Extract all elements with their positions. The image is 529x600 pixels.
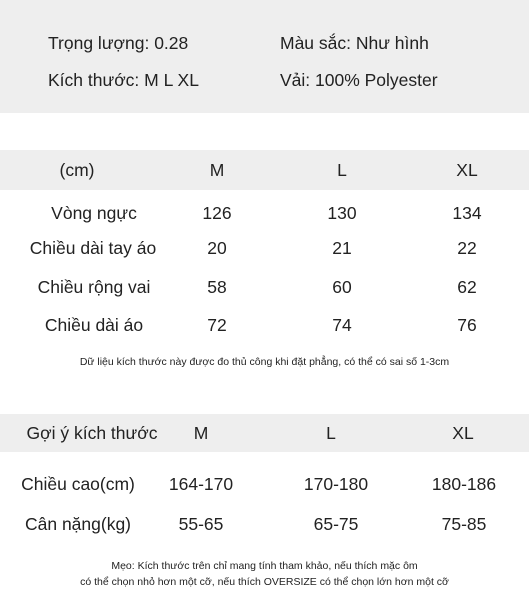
product-specs-panel bbox=[0, 0, 529, 113]
size-m-header: M bbox=[209, 160, 225, 180]
size-tip-line-1: Mẹo: Kích thước trên chỉ mang tính tham khảo, nếu thích mặc ôm bbox=[111, 560, 418, 572]
row-label: Vòng ngực bbox=[51, 203, 137, 223]
value-l: 65-75 bbox=[313, 514, 359, 534]
value-l: 60 bbox=[332, 277, 352, 297]
color-spec: Màu sắc: Như hình bbox=[280, 33, 429, 53]
value-m: 55-65 bbox=[178, 514, 224, 534]
row-label: Cân nặng(kg) bbox=[24, 514, 132, 534]
measure-table-header bbox=[0, 150, 529, 190]
size-xl-header: XL bbox=[456, 160, 478, 180]
value-xl: 180-186 bbox=[431, 474, 497, 494]
value-m: 72 bbox=[207, 315, 227, 335]
weight-spec: Trọng lượng: 0.28 bbox=[48, 33, 189, 53]
value-xl: 76 bbox=[457, 315, 477, 335]
sizes-spec: Kích thước: M L XL bbox=[48, 70, 199, 90]
value-m: 58 bbox=[207, 277, 227, 297]
size-l-header: L bbox=[337, 160, 347, 180]
size-guide-title: Gợi ý kích thước bbox=[26, 423, 158, 443]
size-guide-header bbox=[0, 414, 529, 452]
size-xl-header: XL bbox=[452, 423, 474, 443]
value-xl: 22 bbox=[457, 238, 477, 258]
value-l: 21 bbox=[332, 238, 352, 258]
fabric-spec: Vải: 100% Polyester bbox=[280, 70, 438, 90]
size-tip-line-2: có thể chọn nhỏ hơn một cỡ, nếu thích OVERSIZE có thể chọn lớn hơn một cỡ bbox=[80, 576, 449, 588]
value-xl: 134 bbox=[452, 203, 482, 223]
value-l: 130 bbox=[327, 203, 357, 223]
value-m: 20 bbox=[207, 238, 227, 258]
row-label: Chiều dài tay áo bbox=[29, 238, 157, 258]
row-label: Chiều dài áo bbox=[44, 315, 144, 335]
value-l: 170-180 bbox=[303, 474, 369, 494]
value-m: 126 bbox=[202, 203, 232, 223]
value-xl: 62 bbox=[457, 277, 477, 297]
row-label: Chiều cao(cm) bbox=[21, 474, 135, 494]
size-m-header: M bbox=[193, 423, 209, 443]
row-label: Chiều rộng vai bbox=[37, 277, 151, 297]
unit-header: (cm) bbox=[59, 160, 95, 180]
value-l: 74 bbox=[332, 315, 352, 335]
value-m: 164-170 bbox=[168, 474, 234, 494]
value-xl: 75-85 bbox=[441, 514, 487, 534]
size-l-header: L bbox=[326, 423, 336, 443]
measurement-note: Dữ liệu kích thước này được đo thủ công khi đặt phẳng, có thể có sai số 1-3cm bbox=[79, 356, 450, 368]
